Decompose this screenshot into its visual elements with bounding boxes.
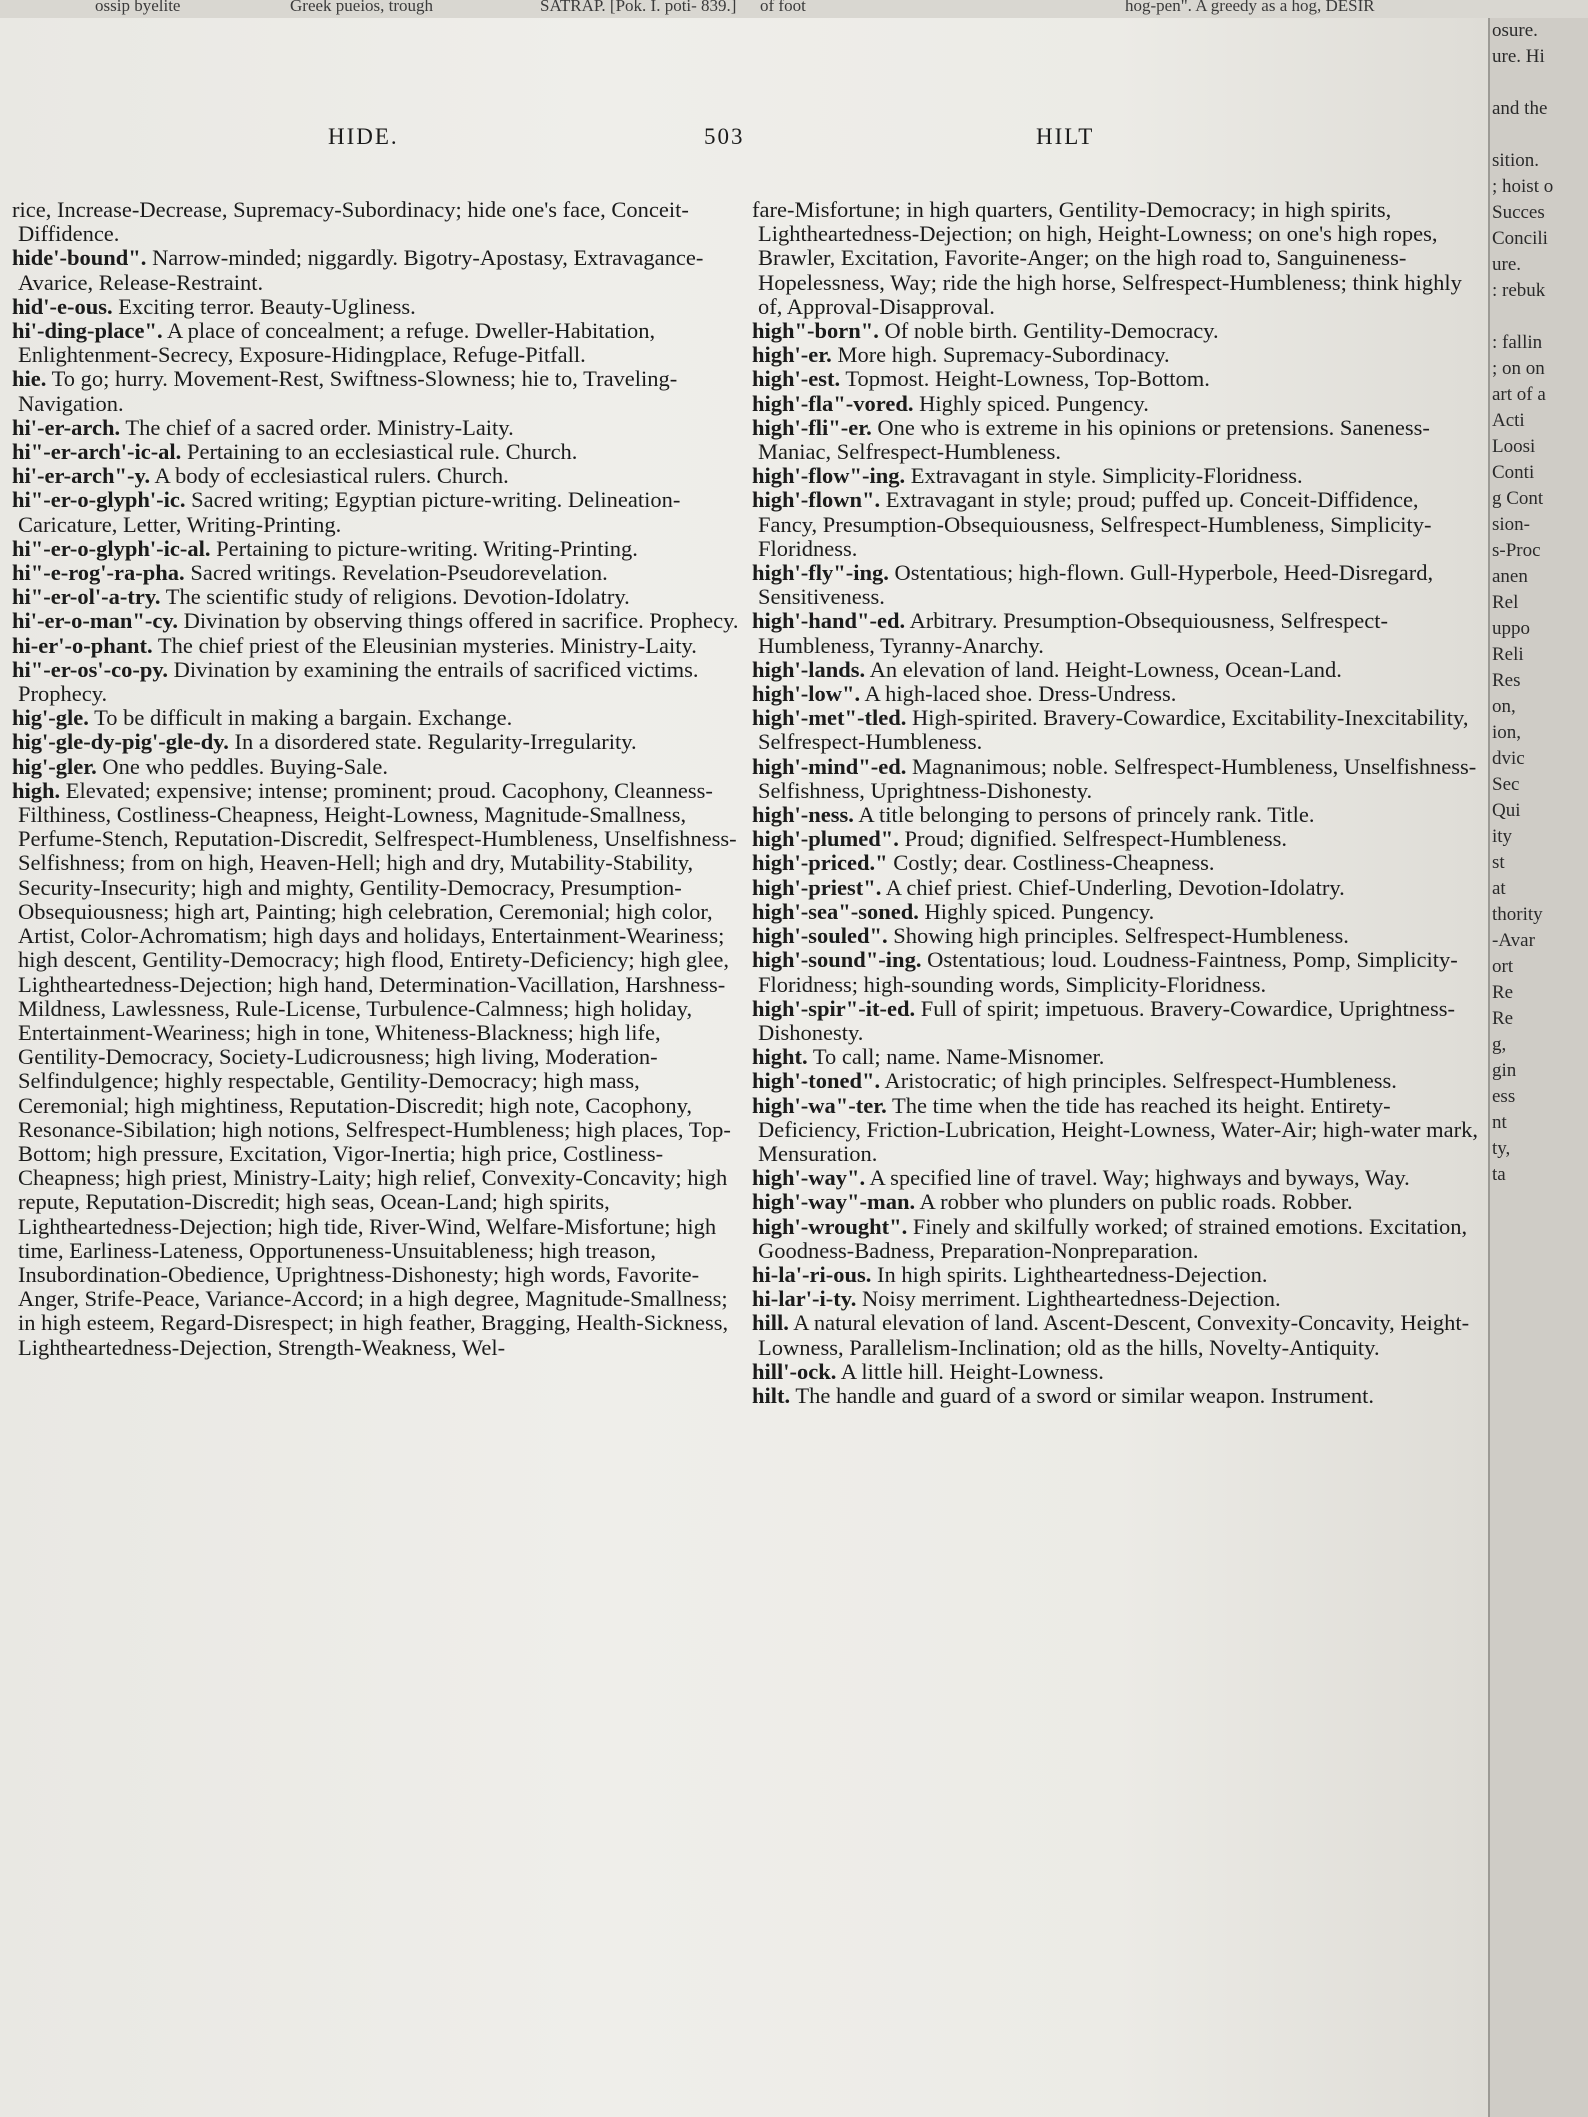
next-page-fragment: dvic — [1492, 748, 1525, 769]
entry-definition: Proud; dignified. Selfrespect-Humbleness. — [904, 826, 1287, 852]
dictionary-entry — [752, 561, 1482, 609]
entry-definition: Extravagant in style; proud; puffed up. Conceit-Diffidence, Fancy, Presumption-Obsequiousness, Selfrespect-Humbleness, Simplicity-Floridness. — [758, 487, 1432, 561]
next-page-fragment: -Avar — [1492, 930, 1535, 951]
next-page-fragment: sion- — [1492, 514, 1530, 535]
entry-definition: Exciting terror. Beauty-Ugliness. — [118, 293, 416, 319]
dictionary-entry — [752, 416, 1482, 464]
entry-headword: high'-priced." — [752, 850, 888, 876]
next-page-fragment: ure. Hi — [1492, 46, 1545, 67]
entry-definition: To call; name. Name-Misnomer. — [812, 1044, 1105, 1070]
dictionary-entry — [752, 367, 1482, 391]
next-page-fragment: Qui — [1492, 800, 1521, 821]
next-page-fragment: Acti — [1492, 410, 1525, 431]
dictionary-entry — [752, 464, 1482, 488]
entry-headword: high'-hand"-ed. — [752, 608, 906, 634]
entry-definition: Divination by observing things offered in sacrifice. Prophecy. — [183, 608, 739, 634]
next-page-fragment: ess — [1492, 1086, 1516, 1107]
entry-definition: Pertaining to picture-writing. Writing-Printing. — [216, 535, 638, 561]
dictionary-entry — [752, 392, 1482, 416]
entry-headword: high'-est. — [752, 366, 841, 392]
next-page-fragment: ion, — [1492, 722, 1522, 743]
entry-headword: hill. — [752, 1310, 789, 1336]
dictionary-entry — [752, 755, 1482, 803]
dictionary-page — [0, 18, 1490, 2117]
entry-headword: hide'-bound". — [12, 245, 147, 271]
entry-headword: high'-wrought". — [752, 1213, 908, 1239]
next-page-fragment: ; on on — [1492, 358, 1545, 379]
entry-definition: A little hill. Height-Lowness. — [840, 1358, 1104, 1384]
dictionary-entry — [12, 440, 747, 464]
dictionary-entry — [752, 1045, 1482, 1069]
dictionary-entry — [752, 1263, 1482, 1287]
entry-headword: hilt. — [752, 1382, 791, 1408]
strip-text-2: Greek pueios, trough — [290, 0, 434, 15]
dictionary-entry — [12, 755, 747, 779]
entry-headword: high'-sound"-ing. — [752, 947, 922, 973]
entry-headword: high'-toned". — [752, 1068, 881, 1094]
entry-headword: hi-lar'-i-ty. — [752, 1286, 857, 1312]
entry-definition: A specified line of travel. Way; highways and byways, Way. — [869, 1165, 1410, 1191]
entry-headword: hi'-er-arch"-y. — [12, 463, 151, 489]
next-page-fragment: : fallin — [1492, 332, 1543, 353]
next-page-fragment: thority — [1492, 904, 1543, 925]
entry-headword: high'-low". — [752, 681, 861, 707]
entry-headword: high'-fli"-er. — [752, 414, 872, 440]
entry-definition: fare-Misfortune; in high quarters, Gentility-Democracy; in high spirits, Lightheartedness-Dejection; on high, Height-Lowness; on one's high ropes, Brawler, Excitation, Favorite-Anger; on the high road to, Sanguineness-Hopelessness, Way; ride the high horse, Selfrespect-Humbleness; think highly of, Approval-Disapproval. — [752, 197, 1462, 319]
next-page-fragment: Rel — [1492, 592, 1519, 613]
entry-headword: hi"-er-ol'-a-try. — [12, 584, 161, 610]
column-right — [752, 198, 1482, 1408]
next-page-fragment: Loosi — [1492, 436, 1536, 457]
next-page-fragment: Concili — [1492, 228, 1548, 249]
next-page-fragment: and the — [1492, 98, 1548, 119]
dictionary-entry — [752, 948, 1482, 996]
next-page-fragment: at — [1492, 878, 1506, 899]
next-page-fragment: Re — [1492, 982, 1514, 1003]
entry-definition: In a disordered state. Regularity-Irregularity. — [234, 729, 637, 755]
entry-headword: hi'-ding-place". — [12, 318, 163, 344]
dictionary-entry — [12, 609, 747, 633]
entry-headword: hi-er'-o-phant. — [12, 632, 153, 658]
next-page-fragment: : rebuk — [1492, 280, 1546, 301]
entry-definition: Ostentatious; high-flown. Gull-Hyperbole, Heed-Disregard, Sensitiveness. — [758, 560, 1434, 610]
entry-headword: hill'-ock. — [752, 1358, 837, 1384]
next-page-fragment: g Cont — [1492, 488, 1544, 509]
entry-definition: rice, Increase-Decrease, Supremacy-Subordinacy; hide one's face, Conceit-Diffidence. — [12, 197, 689, 247]
entry-headword: high'-plumed". — [752, 826, 899, 852]
entry-headword: high'-priest". — [752, 874, 882, 900]
entry-headword: hig'-gle-dy-pig'-gle-dy. — [12, 729, 229, 755]
dictionary-entry — [12, 488, 747, 536]
entry-definition: Magnanimous; noble. Selfrespect-Humbleness, Unselfishness-Selfishness, Uprightness-Dishonesty. — [758, 753, 1477, 803]
entry-headword: high"-born". — [752, 318, 879, 344]
dictionary-entry — [752, 851, 1482, 875]
entry-headword: hie. — [12, 366, 47, 392]
dictionary-entry — [12, 295, 747, 319]
next-page-fragment: ta — [1492, 1164, 1506, 1185]
entry-definition: Narrow-minded; niggardly. Bigotry-Apostasy, Extravagance-Avarice, Release-Restraint. — [18, 245, 704, 295]
page-number: 503 — [704, 124, 745, 149]
next-page-fragment: gin — [1492, 1060, 1517, 1081]
strip-text-5: hog-pen". A greedy as a hog, DESIR — [1125, 0, 1375, 15]
dictionary-entry — [752, 1166, 1482, 1190]
entry-definition: The chief of a sacred order. Ministry-Laity. — [125, 414, 514, 440]
entry-definition: Of noble birth. Gentility-Democracy. — [884, 318, 1219, 344]
dictionary-entry — [12, 246, 747, 294]
entry-definition: Arbitrary. Presumption-Obsequiousness, Selfrespect-Humbleness, Tyranny-Anarchy. — [758, 608, 1389, 658]
dictionary-entry — [752, 343, 1482, 367]
next-page-fragment: st — [1492, 852, 1505, 873]
entry-headword: high'-mind"-ed. — [752, 753, 907, 779]
dictionary-entry — [752, 876, 1482, 900]
strip-text-3: SATRAP. [Pok. I. poti- 839.] — [540, 0, 737, 15]
entry-definition: High-spirited. Bravery-Cowardice, Excitability-Inexcitability, Selfrespect-Humbleness. — [758, 705, 1469, 755]
entry-definition: A chief priest. Chief-Underling, Devotion-Idolatry. — [885, 874, 1345, 900]
next-page-fragment: ty, — [1492, 1138, 1511, 1159]
entry-headword: hight. — [752, 1044, 808, 1070]
entry-definition: Sacred writings. Revelation-Pseudorevelation. — [190, 560, 608, 586]
running-head-left: HIDE. — [328, 124, 399, 149]
dictionary-entry — [12, 367, 747, 415]
next-page-fragment: Res — [1492, 670, 1521, 691]
dictionary-entry — [752, 997, 1482, 1045]
entry-definition: Sacred writing; Egyptian picture-writing. Delineation-Caricature, Letter, Writing-Printing. — [18, 487, 681, 537]
entry-definition: Highly spiced. Pungency. — [924, 898, 1155, 924]
entry-definition: Showing high principles. Selfrespect-Humbleness. — [893, 923, 1349, 949]
entry-headword: high'-way"-man. — [752, 1189, 916, 1215]
next-page-fragment: nt — [1492, 1112, 1507, 1133]
entry-headword: hi"-er-os'-co-py. — [12, 656, 169, 682]
entry-headword: high. — [12, 777, 61, 803]
dictionary-entry — [752, 658, 1482, 682]
entry-headword: hig'-gle. — [12, 705, 89, 731]
entry-definition: To go; hurry. Movement-Rest, Swiftness-Slowness; hie to, Traveling-Navigation. — [18, 366, 678, 416]
entry-headword: hi"-er-o-glyph'-ic. — [12, 487, 186, 513]
entry-definition: One who is extreme in his opinions or pretensions. Saneness-Maniac, Selfrespect-Humbleness. — [758, 414, 1430, 465]
entry-headword: high'-sea"-soned. — [752, 898, 919, 924]
next-page-fragment: Reli — [1492, 644, 1524, 665]
entry-headword: high'-ness. — [752, 802, 854, 828]
dictionary-entry — [752, 319, 1482, 343]
next-page-fragment: sition. — [1492, 150, 1539, 171]
dictionary-entry — [12, 730, 747, 754]
entry-headword: high'-fla"-vored. — [752, 390, 914, 416]
next-page-fragment: ure. — [1492, 254, 1522, 275]
entry-definition: In high spirits. Lightheartedness-Dejection. — [877, 1261, 1268, 1287]
entry-definition: An elevation of land. Height-Lowness, Ocean-Land. — [869, 656, 1342, 682]
entry-definition: A title belonging to persons of princely rank. Title. — [858, 802, 1315, 828]
dictionary-entry — [752, 1069, 1482, 1093]
entry-headword: high'-spir"-it-ed. — [752, 995, 916, 1021]
entry-headword: hi'-er-arch. — [12, 414, 121, 440]
dictionary-entry — [12, 319, 747, 367]
entry-headword: high'-lands. — [752, 656, 866, 682]
dictionary-entry — [752, 803, 1482, 827]
entry-definition: The scientific study of religions. Devotion-Idolatry. — [165, 584, 630, 610]
entry-definition: To be difficult in making a bargain. Exchange. — [94, 705, 513, 731]
entry-definition: The time when the tide has reached its height. Entirety-Deficiency, Friction-Lubrication, Height-Lowness, Water-Air; high-water mark, Mensuration. — [758, 1092, 1478, 1166]
next-page-fragment: Succes — [1492, 202, 1545, 223]
next-page-fragment: on, — [1492, 696, 1516, 717]
entry-definition: The chief priest of the Eleusinian mysteries. Ministry-Laity. — [157, 632, 697, 658]
entry-headword: hi'-er-o-man"-cy. — [12, 608, 178, 634]
dictionary-entry — [12, 416, 747, 440]
next-page-fragment: g, — [1492, 1034, 1507, 1055]
entry-definition: A natural elevation of land. Ascent-Descent, Convexity-Concavity, Height-Lowness, Parallelism-Inclination; old as the hills, Novelty-Antiquity. — [758, 1310, 1470, 1360]
dictionary-entry — [752, 827, 1482, 851]
entry-definition: Full of spirit; impetuous. Bravery-Cowardice, Uprightness-Dishonesty. — [758, 995, 1456, 1045]
entry-definition: A high-laced shoe. Dress-Undress. — [864, 681, 1177, 707]
next-page-fragment: s-Proc — [1492, 540, 1541, 561]
entry-headword: high'-way". — [752, 1165, 866, 1191]
dictionary-entry — [12, 706, 747, 730]
entry-definition: A robber who plunders on public roads. Robber. — [919, 1189, 1353, 1215]
entry-headword: high'-wa"-ter. — [752, 1092, 887, 1118]
next-page-edge — [1488, 18, 1588, 2117]
dictionary-entry — [12, 537, 747, 561]
next-page-fragment — [1492, 122, 1588, 148]
entry-headword: hi"-er-arch'-ic-al. — [12, 439, 182, 465]
next-page-fragment: Conti — [1492, 462, 1535, 483]
dictionary-entry — [12, 634, 747, 658]
dictionary-entry — [752, 1094, 1482, 1167]
dictionary-entry — [12, 561, 747, 585]
next-page-fragment — [1492, 70, 1588, 96]
entry-headword: hid'-e-ous. — [12, 293, 113, 319]
entry-headword: high'-fly"-ing. — [752, 560, 889, 586]
entry-definition: Elevated; expensive; intense; prominent; proud. Cacophony, Cleanness-Filthiness, Costliness-Cheapness, Height-Lowness, Magnitude-Smallness, Perfume-Stench, Reputation-Discredit, Selfrespect-Humbleness, Unselfishness-Selfishness; from on high, Heaven-Hell; high and dry, Mutability-Stability, Security-Insecurity; high and mighty, Gentility-Democracy, Presumption-Obsequiousness; high art, Painting; high celebration, Ceremonial; high color, Artist, Color-Achromatism; high days and holidays, Entertainment-Weariness; high descent, Gentility-Democracy; high flood, Entirety-Deficiency; high glee, Lightheartedness-Dejection; high hand, Determination-Vacillation, Harshness-Mildness, Lawlessness, Rule-License, Turbulence-Calmness; high holiday, Entertainment-Weariness; high in tone, Whiteness-Blackness; high life, Gentility-Democracy, Society-Ludicrousness; high living, Moderation-Selfindulgence; highly respectable, Gentility-Democracy; high mass, Ceremonial; high mightiness, Reputation-Discredit; high note, Cacophony, Resonance-Sibilation; high notions, Selfrespect-Humbleness; high places, Top-Bottom; high pressure, Excitation, Vigor-Inertia; high price, Costliness-Cheapness; high priest, Ministry-Laity; high relief, Convexity-Concavity; high repute, Reputation-Discredit; high seas, Ocean-Land; high spirits, Lightheartedness-Dejection; high tide, River-Wind, Welfare-Misfortune; high time, Earliness-Lateness, Opportuneness-Unsuitableness; high treason, Insubordination-Obedience, Uprightness-Dishonesty; high words, Favorite-Anger, Strife-Peace, Variance-Accord; in a high degree, Magnitude-Smallness; in high esteem, Regard-Disrespect; in high feather, Bragging, Health-Sickness, Lightheartedness-Dejection, Strength-Weakness, Wel- — [18, 777, 737, 1360]
entry-headword: hi"-er-o-glyph'-ic-al. — [12, 535, 211, 561]
dictionary-entry — [752, 1287, 1482, 1311]
entry-definition: Extravagant in style. Simplicity-Floridness. — [910, 463, 1303, 489]
entry-headword: high'-er. — [752, 342, 832, 368]
strip-text-4: of foot — [760, 0, 806, 15]
entry-definition: The handle and guard of a sword or similar weapon. Instrument. — [795, 1382, 1374, 1408]
dictionary-entry — [12, 585, 747, 609]
next-page-fragment: Re — [1492, 1008, 1514, 1029]
dictionary-entry — [12, 464, 747, 488]
next-page-fragment: uppo — [1492, 618, 1530, 639]
dictionary-entry — [752, 706, 1482, 754]
entry-definition: Pertaining to an ecclesiastical rule. Church. — [186, 439, 578, 465]
dictionary-entry — [12, 658, 747, 706]
column-left — [12, 198, 747, 1360]
dictionary-entry — [752, 1311, 1482, 1359]
entry-definition: Finely and skilfully worked; of strained emotions. Excitation, Goodness-Badness, Preparation-Nonpreparation. — [758, 1213, 1468, 1263]
running-head-right: HILT — [1036, 124, 1095, 149]
entry-definition: Divination by examining the entrails of sacrificed victims. Prophecy. — [18, 656, 699, 707]
entry-definition: Noisy merriment. Lightheartedness-Dejection. — [861, 1286, 1281, 1312]
next-page-fragment: ity — [1492, 826, 1513, 847]
entry-headword: high'-met"-tled. — [752, 705, 907, 731]
entry-headword: hi"-e-rog'-ra-pha. — [12, 560, 185, 586]
dictionary-entry — [752, 1215, 1482, 1263]
dictionary-entry — [752, 924, 1482, 948]
next-page-fragment: art of a — [1492, 384, 1546, 405]
dictionary-entry — [752, 488, 1482, 561]
dictionary-entry — [752, 609, 1482, 657]
entry-headword: high'-flown". — [752, 487, 881, 513]
entry-definition: Topmost. Height-Lowness, Top-Bottom. — [845, 366, 1210, 392]
entry-headword: high'-flow"-ing. — [752, 463, 906, 489]
entry-headword: high'-souled". — [752, 923, 888, 949]
next-page-fragment: ort — [1492, 956, 1514, 977]
entry-headword: hig'-gler. — [12, 753, 97, 779]
entry-definition: Aristocratic; of high principles. Selfrespect-Humbleness. — [884, 1068, 1397, 1094]
dictionary-entry — [12, 198, 747, 246]
dictionary-entry — [752, 1190, 1482, 1214]
strip-text-1: ossip byelite — [95, 0, 181, 15]
dictionary-entry — [752, 1384, 1482, 1408]
entry-definition: A body of ecclesiastical rulers. Church. — [154, 463, 509, 489]
next-page-fragment: anen — [1492, 566, 1528, 587]
next-page-fragment — [1492, 304, 1588, 330]
entry-headword: hi-la'-ri-ous. — [752, 1261, 872, 1287]
next-page-fragment: ; hoist o — [1492, 176, 1554, 197]
entry-definition: Highly spiced. Pungency. — [919, 390, 1149, 416]
dictionary-entry — [752, 198, 1482, 319]
dictionary-entry — [752, 682, 1482, 706]
entry-definition: Costly; dear. Costliness-Cheapness. — [893, 850, 1215, 876]
entry-definition: Ostentatious; loud. Loudness-Faintness, Pomp, Simplicity-Floridness; high-sounding words, Simplicity-Floridness. — [758, 947, 1458, 997]
dictionary-entry — [752, 1360, 1482, 1384]
entry-definition: A place of concealment; a refuge. Dweller-Habitation, Enlightenment-Secrecy, Exposure-Hidingplace, Refuge-Pitfall. — [18, 318, 656, 368]
dictionary-entry — [752, 900, 1482, 924]
dictionary-entry — [12, 779, 747, 1360]
entry-definition: More high. Supremacy-Subordinacy. — [837, 342, 1170, 368]
next-page-fragment: osure. — [1492, 20, 1538, 41]
entry-definition: One who peddles. Buying-Sale. — [102, 753, 389, 779]
next-page-fragment: Sec — [1492, 774, 1520, 795]
